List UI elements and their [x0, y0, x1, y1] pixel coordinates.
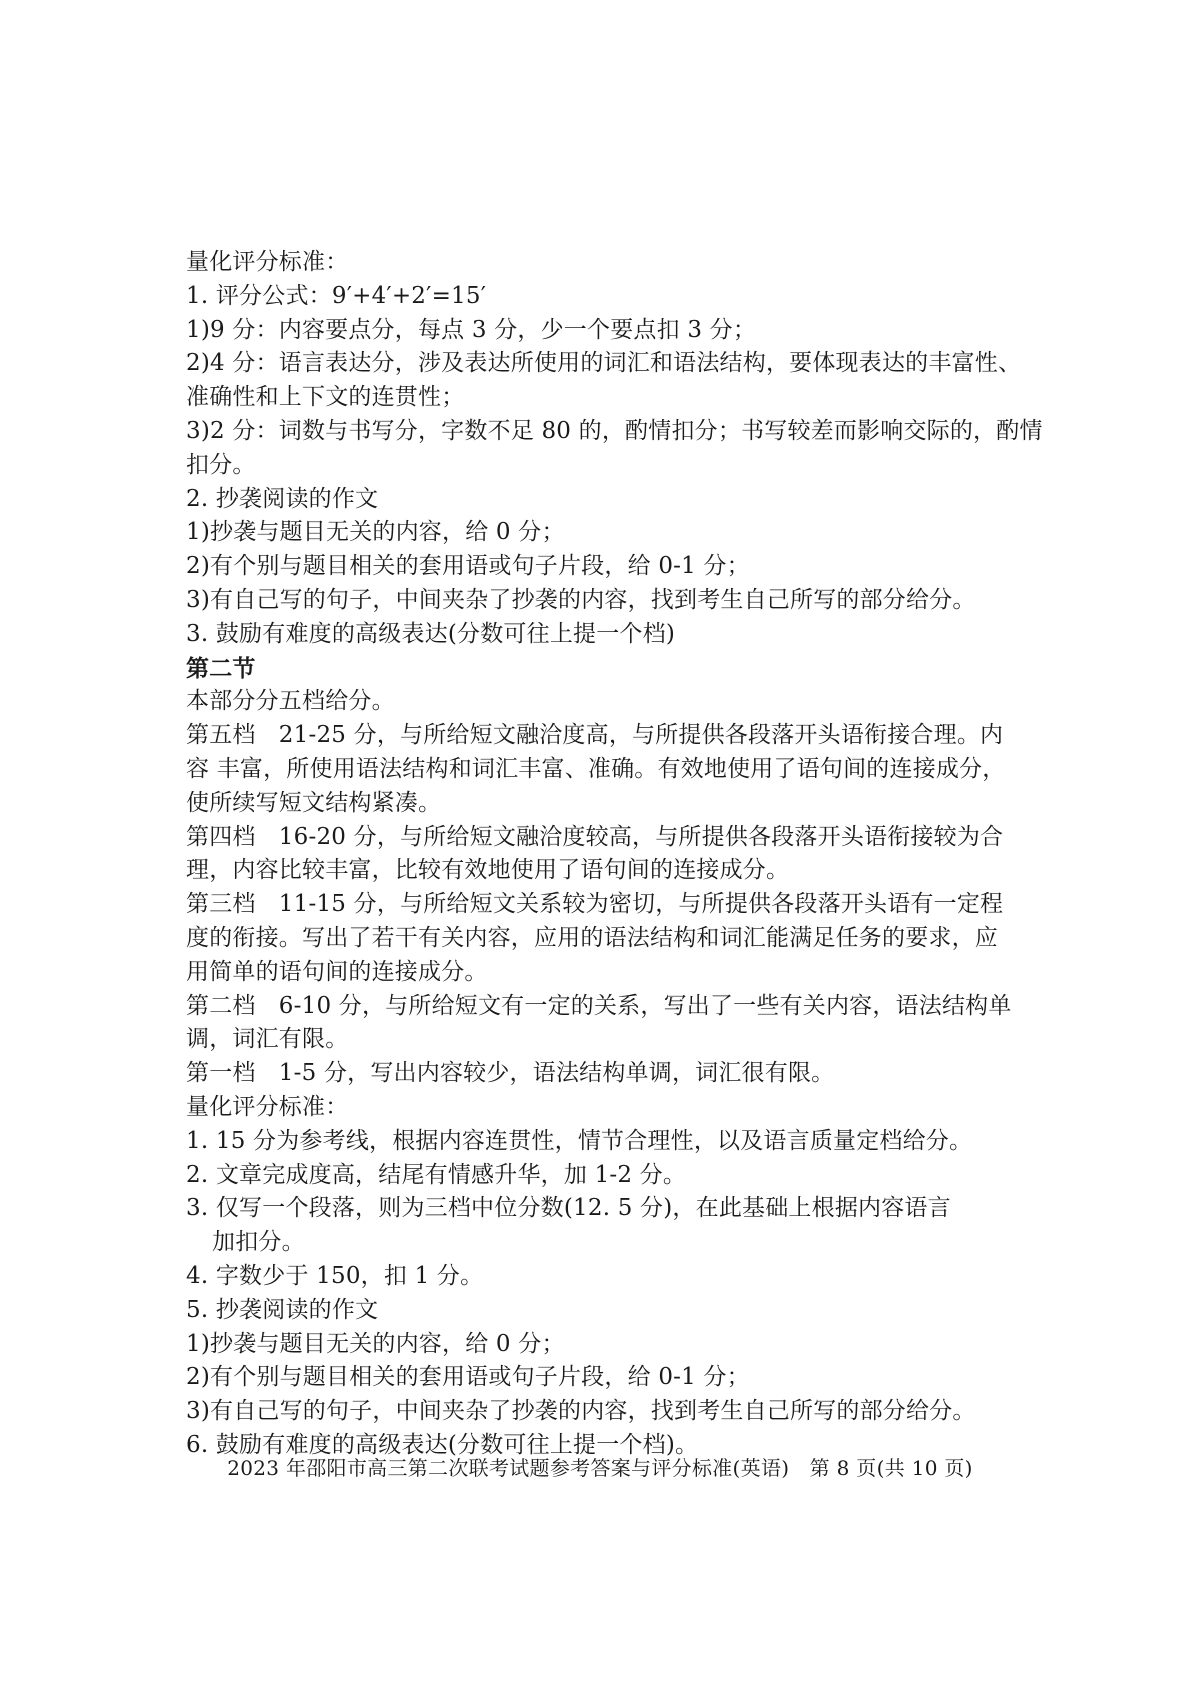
- scoring-line: 2)有个别与题目相关的套用语或句子片段，给 0-1 分；: [186, 1364, 750, 1391]
- scoring-line: 3)2 分：词数与书写分，字数不足 80 的，酌情扣分；书写较差而影响交际的，酌情: [186, 417, 1043, 444]
- scoring-line: 2. 抄袭阅读的作文: [186, 485, 379, 512]
- grade-line: 调，词汇有限。: [186, 1026, 349, 1053]
- grade-line: 容 丰富，所使用语法结构和词汇丰富、准确。有效地使用了语句间的连接成分，: [186, 755, 1006, 782]
- scoring-line: 加扣分。: [212, 1229, 305, 1256]
- scoring-line: 1)9 分：内容要点分，每点 3 分，少一个要点扣 3 分；: [186, 316, 757, 343]
- scoring-line: 1. 评分公式：9′+4′+2′=15′: [186, 282, 487, 309]
- section-heading: 第二节: [186, 654, 256, 682]
- grade-line: 第二档 6-10 分，与所给短文有一定的关系，写出了一些有关内容，语法结构单: [186, 992, 1012, 1019]
- grade-line: 用简单的语句间的连接成分。: [186, 958, 488, 985]
- grade-line: 第三档 11-15 分，与所给短文关系较为密切，与所提供各段落开头语有一定程: [186, 891, 1004, 918]
- scoring-line: 3)有自己写的句子，中间夹杂了抄袭的内容，找到考生自己所写的部分给分。: [186, 586, 976, 613]
- scoring-line: 4. 字数少于 150，扣 1 分。: [186, 1262, 484, 1289]
- section-intro: 本部分分五档给分。: [186, 688, 395, 715]
- grade-line: 第四档 16-20 分，与所给短文融洽度较高，与所提供各段落开头语衔接较为合: [186, 823, 1004, 850]
- grade-line: 第一档 1-5 分，写出内容较少，语法结构单调，词汇很有限。: [186, 1060, 835, 1087]
- scoring-line: 2. 文章完成度高，结尾有情感升华，加 1-2 分。: [186, 1161, 687, 1188]
- scoring-line: 3)有自己写的句子，中间夹杂了抄袭的内容，找到考生自己所写的部分给分。: [186, 1398, 976, 1425]
- grade-line: 使所续写短文结构紧凑。: [186, 789, 442, 816]
- scoring-line: 5. 抄袭阅读的作文: [186, 1296, 379, 1323]
- scoring-line: 3. 仅写一个段落，则为三档中位分数(12. 5 分)，在此基础上根据内容语言: [186, 1195, 951, 1222]
- scoring-line: 1)抄袭与题目无关的内容，给 0 分；: [186, 519, 565, 546]
- page-footer: 2023 年邵阳市高三第二次联考试题参考答案与评分标准(英语) 第 8 页(共 10 页): [227, 1456, 973, 1480]
- scoring-line: 6. 鼓励有难度的高级表达(分数可往上提一个档)。: [186, 1431, 699, 1458]
- scoring-title-2: 量化评分标准：: [186, 1093, 349, 1120]
- scoring-line: 3. 鼓励有难度的高级表达(分数可往上提一个档): [186, 620, 676, 647]
- page-body: [186, 246, 1043, 1463]
- scoring-line: 1. 15 分为参考线，根据内容连贯性，情节合理性，以及语言质量定档给分。: [186, 1127, 973, 1154]
- scoring-line: 2)4 分：语言表达分，涉及表达所使用的词汇和语法结构，要体现表达的丰富性、: [186, 350, 1022, 377]
- scoring-line: 1)抄袭与题目无关的内容，给 0 分；: [186, 1330, 565, 1357]
- grade-line: 第五档 21-25 分，与所给短文融洽度高，与所提供各段落开头语衔接合理。内: [186, 722, 1004, 749]
- scoring-line: 扣分。: [186, 451, 256, 478]
- scoring-line: 2)有个别与题目相关的套用语或句子片段，给 0-1 分；: [186, 553, 750, 580]
- grade-line: 度的衔接。写出了若干有关内容，应用的语法结构和词汇能满足任务的要求，应: [186, 924, 998, 951]
- scoring-title: 量化评分标准：: [186, 249, 349, 275]
- grade-line: 理，内容比较丰富，比较有效地使用了语句间的连接成分。: [186, 857, 790, 884]
- scoring-line: 准确性和上下文的连贯性；: [186, 384, 465, 411]
